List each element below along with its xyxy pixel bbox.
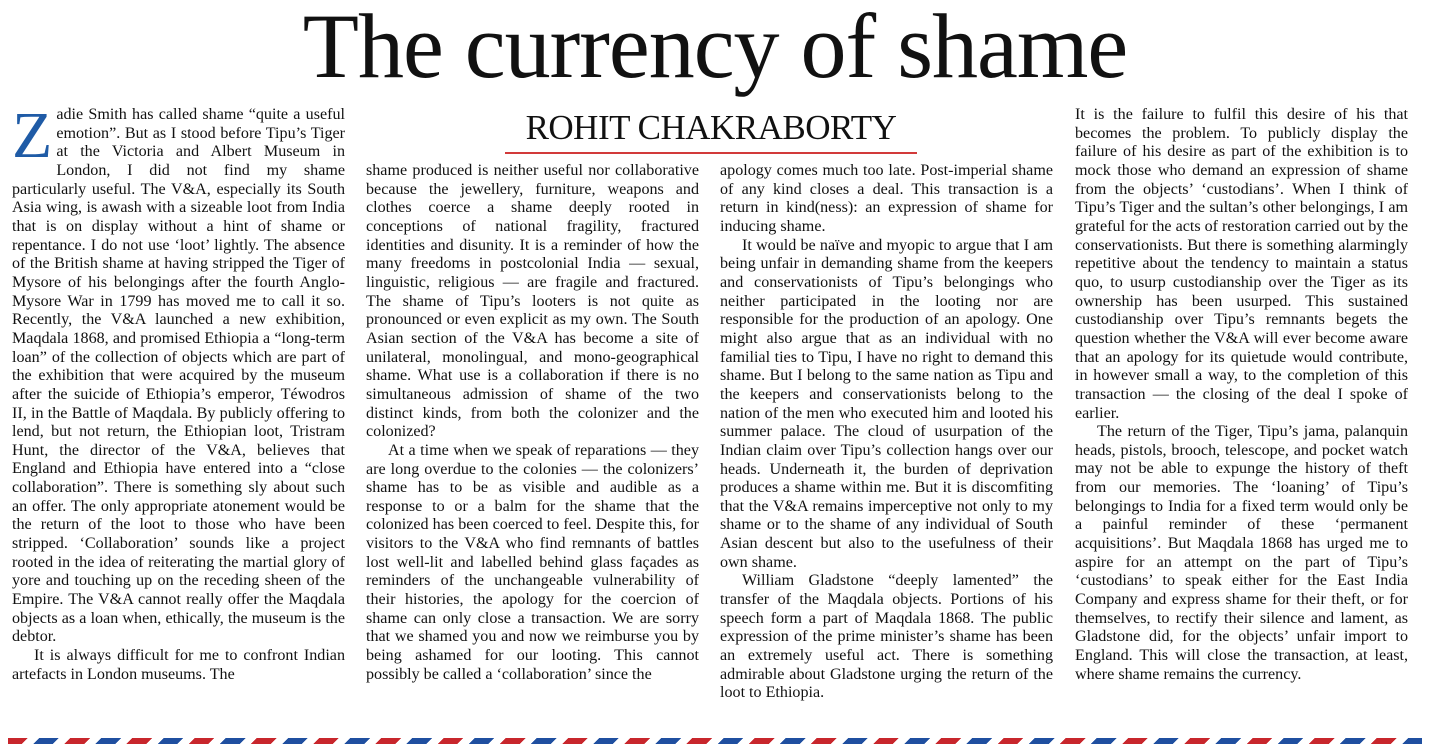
paragraph: At a time when we speak of reparations — they are long overdue to the colonies — the colonizers’ shame has to be as visible and audible as a response to or a balm for the shame that the colonized has been coerced to feel. Despite this, for visitors to the V&A who find remnants of battles lost well-lit and labelled behind glass façades as reminders of the unchangeable vulnerability of their histories, the apology for the coercion of shame can only close a transaction. We are sorry that we shamed you and now we reimburse you by being ashamed for our looting. This cannot possibly be called a ‘collaboration’ since the (366, 441, 699, 683)
paragraph (12, 99, 345, 647)
paragraph: shame produced is neither useful nor collaborative because the jewellery, furniture, weapons and clothes coerce a shame deeply rooted in conceptions of national fragility, fractured identities and disunity. It is a reminder of how the many freedoms in postcolonial India — sexual, linguistic, religious — are fragile and fractured. The shame of Tipu’s looters is not quite as pronounced or even explicit as my own. The South Asian section of the V&A has become a site of unilateral, monolingual, and mono-geographical shame. What use is a collaboration if there is no simultaneous admission of shame of the two distinct kinds, from both the colonizer and the colonized? (366, 162, 699, 441)
paragraph-text: adie Smith has called shame “quite a useful emotion”. But as I stood before Tipu’s Tiger at the Victoria and Albert Museum in London, I did not find my shame particularly useful. The V&A, especially its South Asia wing, is awash with a sizeable loot from India that is on display without a hint of shame or repentance. I do not use ‘loot’ lightly. The absence of the British shame at having stripped the Tiger of Mysore of his belongings after the fourth Anglo-Mysore War in 1799 has moved me to call it so. Recently, the V&A launched a new exhibition, Maqdala 1868, and promised Ethiopia a “long-term loan” of the collection of objects which are part of the exhibition that were acquired by the museum after the suicide of Ethiopia’s emperor, Téwodros II, in the Battle of Maqdala. By publicly offering to lend, but not return, the Ethiopian loot, Tristram Hunt, the director of the V&A, believes that England and Ethiopia have entered into a “close collaboration”. There is something sly about such an offer. The only appropriate atonement would be the return of the loot to those who have been stripped. ‘Collaboration’ sounds like a project rooted in the idea of reiterating the martial glory of yore and touching up on the receding sheen of the Empire. The V&A cannot really offer the Maqdala objects as a loan when, ethically, the museum is the debtor. (12, 106, 345, 646)
column-2 (366, 162, 699, 684)
paragraph: It would be naïve and myopic to argue that I am being unfair in demanding shame from the keepers and conservationists of Tipu’s belongings who neither participated in the looting nor are responsible for the production of an apology. One might also argue that as an individual with no familial ties to Tipu, I have no right to demand this shame. But I belong to the same nation as Tipu and the keepers and conservationists belong to the nation of the men who executed him and looted his summer palace. The cloud of usurpation of the Indian claim over Tipu’s collection hangs over our heads. Underneath it, the burden of deprivation produces a shame within me. But it is discomfiting that the V&A remains imperceptive not only to my shame or to the shame of any individual of South Asian descent but also to the usefulness of their own shame. (720, 236, 1053, 571)
drop-cap: Z (12, 99, 53, 172)
byline: ROHIT CHAKRABORTY (505, 108, 917, 154)
column-1 (12, 99, 345, 684)
article-headline: The currency of shame (302, 0, 1128, 97)
decorative-stripe-border (8, 738, 1422, 744)
column-4 (1075, 106, 1408, 684)
paragraph: It is always difficult for me to confront Indian artefacts in London museums. The (12, 647, 345, 683)
paragraph: The return of the Tiger, Tipu’s jama, palanquin heads, pistols, brooch, telescope, and pocket watch may not be able to expunge the history of theft from our memories. The ‘loaning’ of Tipu’s belongings to India for a fixed term would only be a painful reminder of these ‘permanent acquisitions’. But Maqdala 1868 has urged me to aspire for an attempt on the part of Tipu’s ‘custodians’ to speak either for the East India Company and express shame for their theft, or for themselves, to rectify their silence and lament, as Gladstone did, for the objects’ unfair import to England. This will close the transaction, at least, where shame remains the currency. (1075, 423, 1408, 683)
column-3 (720, 162, 1053, 703)
paragraph: William Gladstone “deeply lamented” the transfer of the Maqdala objects. Portions of his speech form a part of Maqdala 1868. The public expression of the prime minister’s shame has been an extremely useful act. There is something admirable about Gladstone urging the return of the loot to Ethiopia. (720, 572, 1053, 702)
paragraph: apology comes much too late. Post-imperial shame of any kind closes a deal. This transaction is a return in kind(ness): an expression of shame for inducing shame. (720, 162, 1053, 235)
paragraph: It is the failure to fulfil this desire of his that becomes the problem. To publicly display the failure of his desire as part of the exhibition is to mock those who demand an expression of shame from the objects’ ‘custodians’. When I think of Tipu’s Tiger and the sultan’s other belongings, I am grateful for the acts of restoration carried out by the conservationists. But there is something alarmingly repetitive about the tendency to maintain a status quo, to usurp custodianship over the Tiger as its ownership has been usurped. This sustained custodianship over Tipu’s remnants begets the question whether the V&A will ever become aware that an apology for its quietude would contribute, in however small a way, to the completion of this transaction — the closing of the deal I spoke of earlier. (1075, 106, 1408, 422)
